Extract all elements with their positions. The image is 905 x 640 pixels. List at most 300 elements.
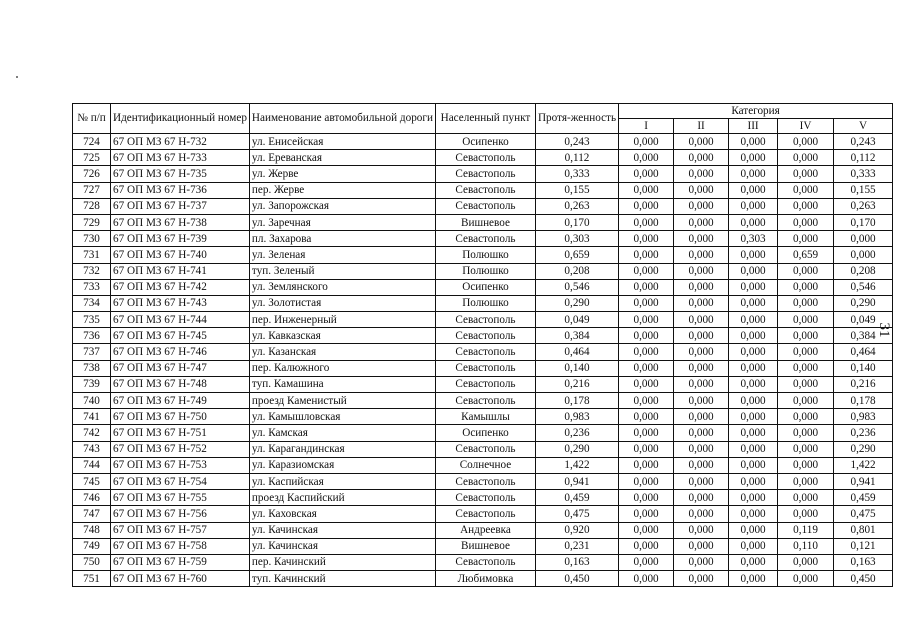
row-number: 737 xyxy=(73,344,111,360)
row-cat-1: 0,000 xyxy=(619,214,674,230)
row-number: 731 xyxy=(73,247,111,263)
row-id: 67 ОП МЗ 67 Н-738 xyxy=(111,214,250,230)
table-row xyxy=(73,571,893,587)
row-place: Осипенко xyxy=(435,134,535,150)
row-cat-4: 0,659 xyxy=(778,247,834,263)
table-row xyxy=(73,312,893,328)
row-cat-2: 0,000 xyxy=(674,295,729,311)
row-cat-5: 0,112 xyxy=(834,150,893,166)
row-cat-5: 0,333 xyxy=(834,166,893,182)
row-number: 742 xyxy=(73,425,111,441)
table-row xyxy=(73,409,893,425)
row-cat-3: 0,000 xyxy=(729,295,778,311)
row-road-name: ул. Казанская xyxy=(249,344,435,360)
row-number: 739 xyxy=(73,376,111,392)
row-cat-4: 0,000 xyxy=(778,473,834,489)
table-header xyxy=(73,104,893,134)
row-id: 67 ОП МЗ 67 Н-755 xyxy=(111,490,250,506)
row-length: 0,941 xyxy=(535,473,618,489)
row-cat-5: 0,236 xyxy=(834,425,893,441)
header-category: Категория xyxy=(619,104,893,119)
row-number: 744 xyxy=(73,457,111,473)
row-cat-3: 0,000 xyxy=(729,393,778,409)
row-place: Севастополь xyxy=(435,150,535,166)
row-cat-3: 0,000 xyxy=(729,198,778,214)
row-cat-1: 0,000 xyxy=(619,425,674,441)
row-cat-2: 0,000 xyxy=(674,506,729,522)
row-cat-3: 0,000 xyxy=(729,360,778,376)
row-cat-2: 0,000 xyxy=(674,198,729,214)
row-number: 734 xyxy=(73,295,111,311)
row-cat-1: 0,000 xyxy=(619,490,674,506)
row-length: 0,464 xyxy=(535,344,618,360)
row-road-name: ул. Запорожская xyxy=(249,198,435,214)
row-cat-2: 0,000 xyxy=(674,554,729,570)
row-cat-2: 0,000 xyxy=(674,571,729,587)
row-id: 67 ОП МЗ 67 Н-749 xyxy=(111,393,250,409)
table-row xyxy=(73,295,893,311)
row-number: 751 xyxy=(73,571,111,587)
row-place: Севастополь xyxy=(435,473,535,489)
row-length: 1,422 xyxy=(535,457,618,473)
row-place: Осипенко xyxy=(435,425,535,441)
row-place: Любимовка xyxy=(435,571,535,587)
row-road-name: туп. Камашина xyxy=(249,376,435,392)
row-cat-5: 0,000 xyxy=(834,247,893,263)
row-cat-1: 0,000 xyxy=(619,571,674,587)
row-id: 67 ОП МЗ 67 Н-758 xyxy=(111,538,250,554)
row-place: Севастополь xyxy=(435,490,535,506)
table-row xyxy=(73,182,893,198)
row-id: 67 ОП МЗ 67 Н-736 xyxy=(111,182,250,198)
row-cat-5: 0,049 xyxy=(834,312,893,328)
row-cat-5: 0,163 xyxy=(834,554,893,570)
row-cat-3: 0,000 xyxy=(729,538,778,554)
row-id: 67 ОП МЗ 67 Н-741 xyxy=(111,263,250,279)
row-road-name: пл. Захарова xyxy=(249,231,435,247)
row-place: Севастополь xyxy=(435,376,535,392)
table-row xyxy=(73,538,893,554)
row-cat-3: 0,000 xyxy=(729,214,778,230)
row-cat-3: 0,000 xyxy=(729,328,778,344)
row-road-name: ул. Жерве xyxy=(249,166,435,182)
row-cat-5: 0,459 xyxy=(834,490,893,506)
row-cat-4: 0,000 xyxy=(778,441,834,457)
row-road-name: ул. Енисейская xyxy=(249,134,435,150)
row-length: 0,243 xyxy=(535,134,618,150)
row-cat-5: 0,464 xyxy=(834,344,893,360)
row-cat-4: 0,000 xyxy=(778,506,834,522)
row-length: 0,659 xyxy=(535,247,618,263)
row-road-name: пер. Жерве xyxy=(249,182,435,198)
table-row xyxy=(73,522,893,538)
row-cat-3: 0,000 xyxy=(729,425,778,441)
row-length: 0,049 xyxy=(535,312,618,328)
row-cat-2: 0,000 xyxy=(674,214,729,230)
row-cat-1: 0,000 xyxy=(619,538,674,554)
row-number: 748 xyxy=(73,522,111,538)
table-row xyxy=(73,473,893,489)
row-place: Солнечное xyxy=(435,457,535,473)
row-number: 747 xyxy=(73,506,111,522)
row-cat-5: 0,243 xyxy=(834,134,893,150)
row-cat-5: 0,155 xyxy=(834,182,893,198)
row-cat-1: 0,000 xyxy=(619,231,674,247)
row-road-name: ул. Ереванская xyxy=(249,150,435,166)
row-cat-3: 0,000 xyxy=(729,166,778,182)
row-cat-1: 0,000 xyxy=(619,134,674,150)
row-place: Севастополь xyxy=(435,441,535,457)
row-cat-4: 0,119 xyxy=(778,522,834,538)
row-id: 67 ОП МЗ 67 Н-756 xyxy=(111,506,250,522)
row-cat-1: 0,000 xyxy=(619,360,674,376)
row-length: 0,208 xyxy=(535,263,618,279)
row-cat-5: 0,216 xyxy=(834,376,893,392)
row-cat-3: 0,000 xyxy=(729,312,778,328)
row-length: 0,216 xyxy=(535,376,618,392)
row-cat-2: 0,000 xyxy=(674,441,729,457)
row-place: Севастополь xyxy=(435,344,535,360)
row-road-name: туп. Качинский xyxy=(249,571,435,587)
row-number: 724 xyxy=(73,134,111,150)
row-length: 0,178 xyxy=(535,393,618,409)
row-place: Камышлы xyxy=(435,409,535,425)
row-cat-5: 0,941 xyxy=(834,473,893,489)
row-cat-3: 0,000 xyxy=(729,182,778,198)
row-cat-5: 0,170 xyxy=(834,214,893,230)
row-cat-4: 0,000 xyxy=(778,279,834,295)
row-road-name: ул. Зеленая xyxy=(249,247,435,263)
row-cat-4: 0,000 xyxy=(778,182,834,198)
table-row xyxy=(73,247,893,263)
row-road-name: проезд Каспийский xyxy=(249,490,435,506)
row-cat-4: 0,000 xyxy=(778,425,834,441)
row-cat-4: 0,000 xyxy=(778,263,834,279)
row-cat-3: 0,000 xyxy=(729,490,778,506)
row-cat-3: 0,000 xyxy=(729,279,778,295)
row-cat-5: 0,208 xyxy=(834,263,893,279)
row-cat-4: 0,000 xyxy=(778,150,834,166)
row-cat-4: 0,000 xyxy=(778,214,834,230)
row-number: 725 xyxy=(73,150,111,166)
row-place: Севастополь xyxy=(435,312,535,328)
row-cat-2: 0,000 xyxy=(674,538,729,554)
row-cat-1: 0,000 xyxy=(619,441,674,457)
row-cat-5: 0,475 xyxy=(834,506,893,522)
row-cat-3: 0,000 xyxy=(729,473,778,489)
row-cat-3: 0,303 xyxy=(729,231,778,247)
row-length: 0,303 xyxy=(535,231,618,247)
row-cat-1: 0,000 xyxy=(619,376,674,392)
row-length: 0,170 xyxy=(535,214,618,230)
row-length: 0,163 xyxy=(535,554,618,570)
row-cat-1: 0,000 xyxy=(619,473,674,489)
row-cat-5: 0,983 xyxy=(834,409,893,425)
row-place: Севастополь xyxy=(435,554,535,570)
row-cat-5: 0,000 xyxy=(834,231,893,247)
row-number: 732 xyxy=(73,263,111,279)
row-id: 67 ОП МЗ 67 Н-748 xyxy=(111,376,250,392)
row-cat-2: 0,000 xyxy=(674,312,729,328)
row-number: 735 xyxy=(73,312,111,328)
row-road-name: ул. Камская xyxy=(249,425,435,441)
row-cat-2: 0,000 xyxy=(674,473,729,489)
row-length: 0,983 xyxy=(535,409,618,425)
row-road-name: пер. Инженерный xyxy=(249,312,435,328)
row-cat-1: 0,000 xyxy=(619,393,674,409)
row-place: Севастополь xyxy=(435,360,535,376)
row-cat-2: 0,000 xyxy=(674,393,729,409)
row-cat-4: 0,000 xyxy=(778,166,834,182)
header-road: Наименование автомобильной дороги xyxy=(249,104,435,134)
header-place: Населенный пункт xyxy=(435,104,535,134)
row-id: 67 ОП МЗ 67 Н-744 xyxy=(111,312,250,328)
row-number: 741 xyxy=(73,409,111,425)
row-cat-3: 0,000 xyxy=(729,376,778,392)
row-cat-4: 0,000 xyxy=(778,231,834,247)
row-cat-5: 0,450 xyxy=(834,571,893,587)
row-place: Севастополь xyxy=(435,328,535,344)
row-cat-3: 0,000 xyxy=(729,522,778,538)
row-place: Полюшко xyxy=(435,263,535,279)
row-length: 0,459 xyxy=(535,490,618,506)
table-body xyxy=(73,134,893,587)
row-place: Севастополь xyxy=(435,166,535,182)
table-row xyxy=(73,554,893,570)
row-id: 67 ОП МЗ 67 Н-751 xyxy=(111,425,250,441)
row-cat-2: 0,000 xyxy=(674,328,729,344)
table-row xyxy=(73,231,893,247)
row-id: 67 ОП МЗ 67 Н-732 xyxy=(111,134,250,150)
table-row xyxy=(73,279,893,295)
row-cat-2: 0,000 xyxy=(674,247,729,263)
row-place: Севастополь xyxy=(435,393,535,409)
row-cat-1: 0,000 xyxy=(619,166,674,182)
row-cat-4: 0,000 xyxy=(778,490,834,506)
row-cat-1: 0,000 xyxy=(619,312,674,328)
header-cat-4: IV xyxy=(778,119,834,134)
row-road-name: ул. Каховская xyxy=(249,506,435,522)
table-row xyxy=(73,166,893,182)
row-length: 0,112 xyxy=(535,150,618,166)
row-cat-5: 0,546 xyxy=(834,279,893,295)
row-cat-4: 0,000 xyxy=(778,393,834,409)
row-number: 726 xyxy=(73,166,111,182)
row-road-name: ул. Заречная xyxy=(249,214,435,230)
row-length: 0,546 xyxy=(535,279,618,295)
row-cat-3: 0,000 xyxy=(729,344,778,360)
table-row xyxy=(73,328,893,344)
header-cat-5: V xyxy=(834,119,893,134)
row-cat-1: 0,000 xyxy=(619,344,674,360)
row-length: 0,290 xyxy=(535,441,618,457)
row-number: 750 xyxy=(73,554,111,570)
scan-speck xyxy=(16,76,18,78)
row-length: 0,236 xyxy=(535,425,618,441)
header-id: Идентификационный номер xyxy=(111,104,250,134)
row-cat-4: 0,000 xyxy=(778,312,834,328)
row-road-name: ул. Землянского xyxy=(249,279,435,295)
row-cat-3: 0,000 xyxy=(729,554,778,570)
row-cat-5: 1,422 xyxy=(834,457,893,473)
table-row xyxy=(73,134,893,150)
row-cat-5: 0,384 xyxy=(834,328,893,344)
row-cat-1: 0,000 xyxy=(619,554,674,570)
row-road-name: ул. Каспийская xyxy=(249,473,435,489)
row-place: Андреевка xyxy=(435,522,535,538)
row-cat-1: 0,000 xyxy=(619,279,674,295)
row-place: Севастополь xyxy=(435,506,535,522)
row-cat-3: 0,000 xyxy=(729,134,778,150)
header-no: № п/п xyxy=(73,104,111,134)
page-number: 31 xyxy=(876,322,892,338)
row-cat-1: 0,000 xyxy=(619,328,674,344)
row-number: 733 xyxy=(73,279,111,295)
row-road-name: ул. Карагандинская xyxy=(249,441,435,457)
row-id: 67 ОП МЗ 67 Н-740 xyxy=(111,247,250,263)
row-cat-1: 0,000 xyxy=(619,295,674,311)
row-number: 749 xyxy=(73,538,111,554)
row-length: 0,140 xyxy=(535,360,618,376)
row-length: 0,384 xyxy=(535,328,618,344)
table-row xyxy=(73,360,893,376)
row-place: Осипенко xyxy=(435,279,535,295)
row-length: 0,290 xyxy=(535,295,618,311)
row-place: Полюшко xyxy=(435,295,535,311)
row-cat-4: 0,000 xyxy=(778,554,834,570)
row-road-name: проезд Каменистый xyxy=(249,393,435,409)
row-cat-2: 0,000 xyxy=(674,134,729,150)
row-cat-4: 0,000 xyxy=(778,457,834,473)
row-id: 67 ОП МЗ 67 Н-733 xyxy=(111,150,250,166)
row-cat-2: 0,000 xyxy=(674,425,729,441)
table-row xyxy=(73,425,893,441)
row-id: 67 ОП МЗ 67 Н-752 xyxy=(111,441,250,457)
row-id: 67 ОП МЗ 67 Н-747 xyxy=(111,360,250,376)
row-cat-5: 0,263 xyxy=(834,198,893,214)
row-cat-5: 0,290 xyxy=(834,441,893,457)
row-road-name: туп. Зеленый xyxy=(249,263,435,279)
row-id: 67 ОП МЗ 67 Н-742 xyxy=(111,279,250,295)
row-id: 67 ОП МЗ 67 Н-754 xyxy=(111,473,250,489)
table-row xyxy=(73,198,893,214)
row-cat-3: 0,000 xyxy=(729,263,778,279)
row-number: 730 xyxy=(73,231,111,247)
row-length: 0,263 xyxy=(535,198,618,214)
table-row xyxy=(73,506,893,522)
row-cat-3: 0,000 xyxy=(729,441,778,457)
row-place: Севастополь xyxy=(435,198,535,214)
row-cat-3: 0,000 xyxy=(729,150,778,166)
row-cat-2: 0,000 xyxy=(674,279,729,295)
row-cat-4: 0,110 xyxy=(778,538,834,554)
row-number: 746 xyxy=(73,490,111,506)
row-road-name: ул. Качинская xyxy=(249,538,435,554)
row-place: Севастополь xyxy=(435,231,535,247)
row-id: 67 ОП МЗ 67 Н-735 xyxy=(111,166,250,182)
row-road-name: ул. Золотистая xyxy=(249,295,435,311)
row-cat-2: 0,000 xyxy=(674,150,729,166)
row-road-name: ул. Кавказская xyxy=(249,328,435,344)
table-row xyxy=(73,344,893,360)
row-cat-5: 0,178 xyxy=(834,393,893,409)
row-cat-4: 0,000 xyxy=(778,295,834,311)
table-row xyxy=(73,490,893,506)
row-cat-3: 0,000 xyxy=(729,571,778,587)
row-cat-2: 0,000 xyxy=(674,360,729,376)
row-cat-1: 0,000 xyxy=(619,247,674,263)
row-cat-4: 0,000 xyxy=(778,409,834,425)
table-row xyxy=(73,393,893,409)
row-number: 743 xyxy=(73,441,111,457)
row-place: Вишневое xyxy=(435,214,535,230)
table-row xyxy=(73,441,893,457)
row-cat-2: 0,000 xyxy=(674,457,729,473)
row-cat-4: 0,000 xyxy=(778,376,834,392)
row-cat-2: 0,000 xyxy=(674,490,729,506)
table-row xyxy=(73,214,893,230)
row-cat-3: 0,000 xyxy=(729,409,778,425)
row-road-name: пер. Калюжного xyxy=(249,360,435,376)
row-id: 67 ОП МЗ 67 Н-737 xyxy=(111,198,250,214)
table-row xyxy=(73,457,893,473)
row-cat-1: 0,000 xyxy=(619,182,674,198)
row-cat-5: 0,290 xyxy=(834,295,893,311)
row-cat-2: 0,000 xyxy=(674,166,729,182)
table-row xyxy=(73,376,893,392)
row-cat-2: 0,000 xyxy=(674,522,729,538)
row-number: 745 xyxy=(73,473,111,489)
row-place: Севастополь xyxy=(435,182,535,198)
row-number: 736 xyxy=(73,328,111,344)
row-cat-4: 0,000 xyxy=(778,571,834,587)
table-row xyxy=(73,150,893,166)
row-cat-1: 0,000 xyxy=(619,263,674,279)
row-cat-4: 0,000 xyxy=(778,198,834,214)
row-id: 67 ОП МЗ 67 Н-739 xyxy=(111,231,250,247)
row-cat-2: 0,000 xyxy=(674,344,729,360)
roads-table xyxy=(72,103,893,587)
row-road-name: ул. Камышловская xyxy=(249,409,435,425)
row-length: 0,450 xyxy=(535,571,618,587)
row-cat-1: 0,000 xyxy=(619,506,674,522)
row-place: Вишневое xyxy=(435,538,535,554)
row-cat-1: 0,000 xyxy=(619,457,674,473)
row-road-name: пер. Качинский xyxy=(249,554,435,570)
row-cat-5: 0,140 xyxy=(834,360,893,376)
table-row xyxy=(73,263,893,279)
row-cat-2: 0,000 xyxy=(674,376,729,392)
row-id: 67 ОП МЗ 67 Н-743 xyxy=(111,295,250,311)
row-id: 67 ОП МЗ 67 Н-750 xyxy=(111,409,250,425)
row-number: 728 xyxy=(73,198,111,214)
row-cat-4: 0,000 xyxy=(778,360,834,376)
row-cat-1: 0,000 xyxy=(619,150,674,166)
row-length: 0,231 xyxy=(535,538,618,554)
header-length: Протя-женность xyxy=(535,104,618,134)
row-cat-3: 0,000 xyxy=(729,247,778,263)
row-id: 67 ОП МЗ 67 Н-759 xyxy=(111,554,250,570)
row-length: 0,155 xyxy=(535,182,618,198)
header-cat-3: III xyxy=(729,119,778,134)
row-cat-3: 0,000 xyxy=(729,457,778,473)
row-length: 0,475 xyxy=(535,506,618,522)
row-cat-2: 0,000 xyxy=(674,182,729,198)
row-cat-2: 0,000 xyxy=(674,263,729,279)
row-cat-3: 0,000 xyxy=(729,506,778,522)
row-cat-4: 0,000 xyxy=(778,344,834,360)
row-id: 67 ОП МЗ 67 Н-746 xyxy=(111,344,250,360)
